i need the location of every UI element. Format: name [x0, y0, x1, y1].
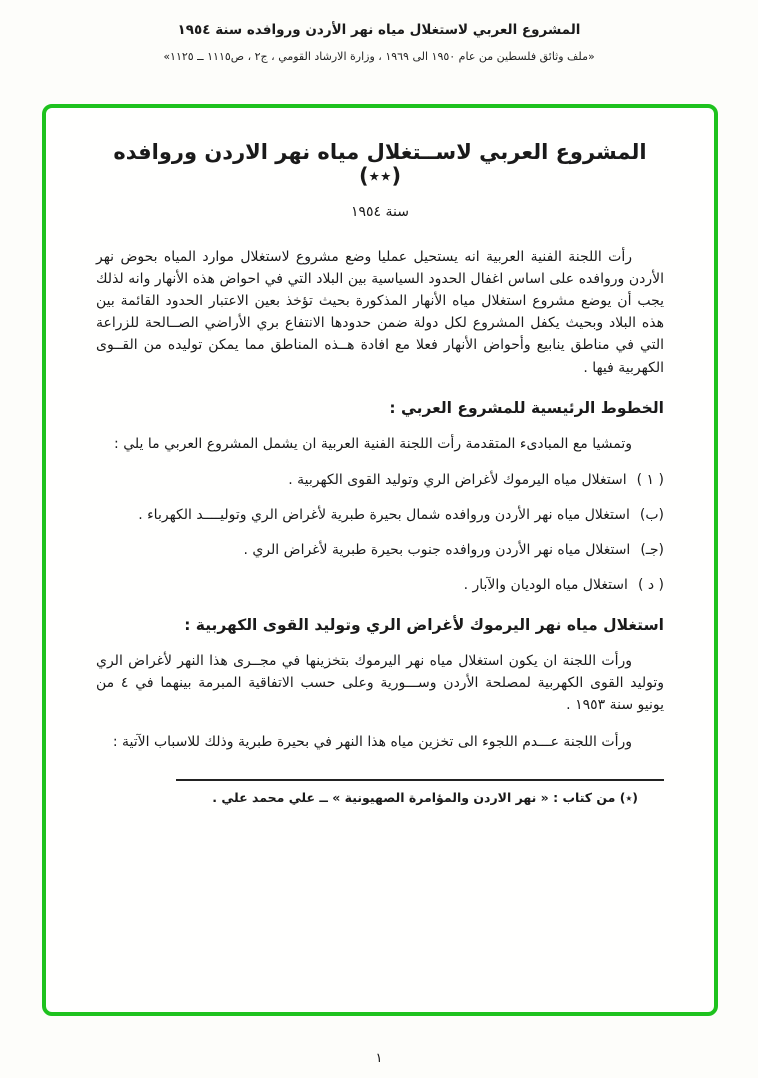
paragraph-yarmouk-storage: ورأت اللجنة ان يكون استغلال مياه نهر اليرموك بتخزينها في مجــرى هذا النهر لأغراض الري وتوليد القوى الكهربية لمصلحة الأردن وســـورية وعلى حسب الاتفاقية المبرمة بينهما في ٤ من يونيو سنة ١٩٥٣ .: [96, 653, 665, 714]
footnote-text: (٭) من كتاب : « نهر الاردن والمؤامرة الصهيونية » ــ علي محمد علي .: [212, 789, 638, 805]
project-items-list: [96, 469, 664, 596]
section-heading-yarmouk: استغلال مياه نهر اليرموك لأغراض الري وتوليد القوى الكهربية :: [184, 616, 664, 635]
citation-source: «ملف وثائق فلسطين من عام ١٩٥٠ الى ١٩٦٩ ، وزارة الارشاد القومي ، ج٢ ، ص١١١٥ ــ ١١٢٥»: [163, 50, 595, 63]
list-item: [96, 504, 664, 526]
list-item: [96, 469, 664, 491]
list-item-text: استغلال مياه اليرموك لأغراض الري وتوليد القوى الكهربية .: [288, 471, 627, 488]
list-item-text: استغلال مياه نهر الأردن وروافده شمال بحيرة طبرية لأغراض الري وتوليــــد الكهرباء .: [138, 506, 630, 523]
document-title: المشروع العربي لاســتغلال مياه نهر الاردن وروافده (٭٭): [113, 140, 647, 188]
list-item-marker: ( د ): [637, 577, 664, 594]
paragraph-committee-view: رأت اللجنة الفنية العربية انه يستحيل عمليا وضع مشروع لاستغلال موارد المياه بحوض نهر الأردن وروافده على اساس اغفال الحدود السياسية بين البلاد التي في احواض هذه الأنهار وانه لذلك يجب أن يوضع مشروع استغلال مياه الأنهار المذكورة بحيث تؤخذ بعين الاعتبار الحدود القائمة بين هذه البلاد وبحيث يكفل المشروع لكل دولة ضمن حدودها الانتفاع بري الأراضي الصــالحة للزراعة التي في مناطق ينابيع وأحواض الأنهار فعلا مع افادة هــذه المناطق مما يمكن توليده من القــوى الكهربية فيها .: [96, 249, 664, 376]
list-item: [96, 539, 664, 561]
document-frame: [42, 104, 718, 1016]
list-item-text: استغلال مياه نهر الأردن وروافده جنوب بحيرة طبرية لأغراض الري .: [243, 541, 631, 558]
list-item-marker: ( ١ ): [636, 471, 664, 488]
page-number: ١: [375, 1051, 383, 1066]
paragraph-tiberias-rejection: ورأت اللجنة عـــدم اللجوء الى تخزين مياه هذا النهر في بحيرة طبرية وذلك للاسباب الآتية :: [112, 733, 632, 750]
citation-title: المشروع العربي لاستغلال مياه نهر الأردن وروافده سنة ١٩٥٤: [177, 22, 581, 38]
document-year: سنة ١٩٥٤: [351, 204, 409, 220]
header-citation: [0, 0, 758, 63]
paragraph-list-intro: وتمشيا مع المبادىء المتقدمة رأت اللجنة الفنية العربية ان يشمل المشروع العربي ما يلي :: [114, 435, 632, 452]
document-body: [46, 108, 714, 805]
footnote-divider: [176, 779, 664, 781]
list-item-marker: (جـ): [640, 541, 664, 558]
list-item-text: استغلال مياه الوديان والآبار .: [463, 577, 628, 594]
list-item: [96, 574, 664, 596]
list-item-marker: (ب): [639, 506, 664, 523]
section-heading-main-lines: الخطوط الرئيسية للمشروع العربي :: [389, 398, 664, 417]
footnote-block: [96, 779, 664, 805]
